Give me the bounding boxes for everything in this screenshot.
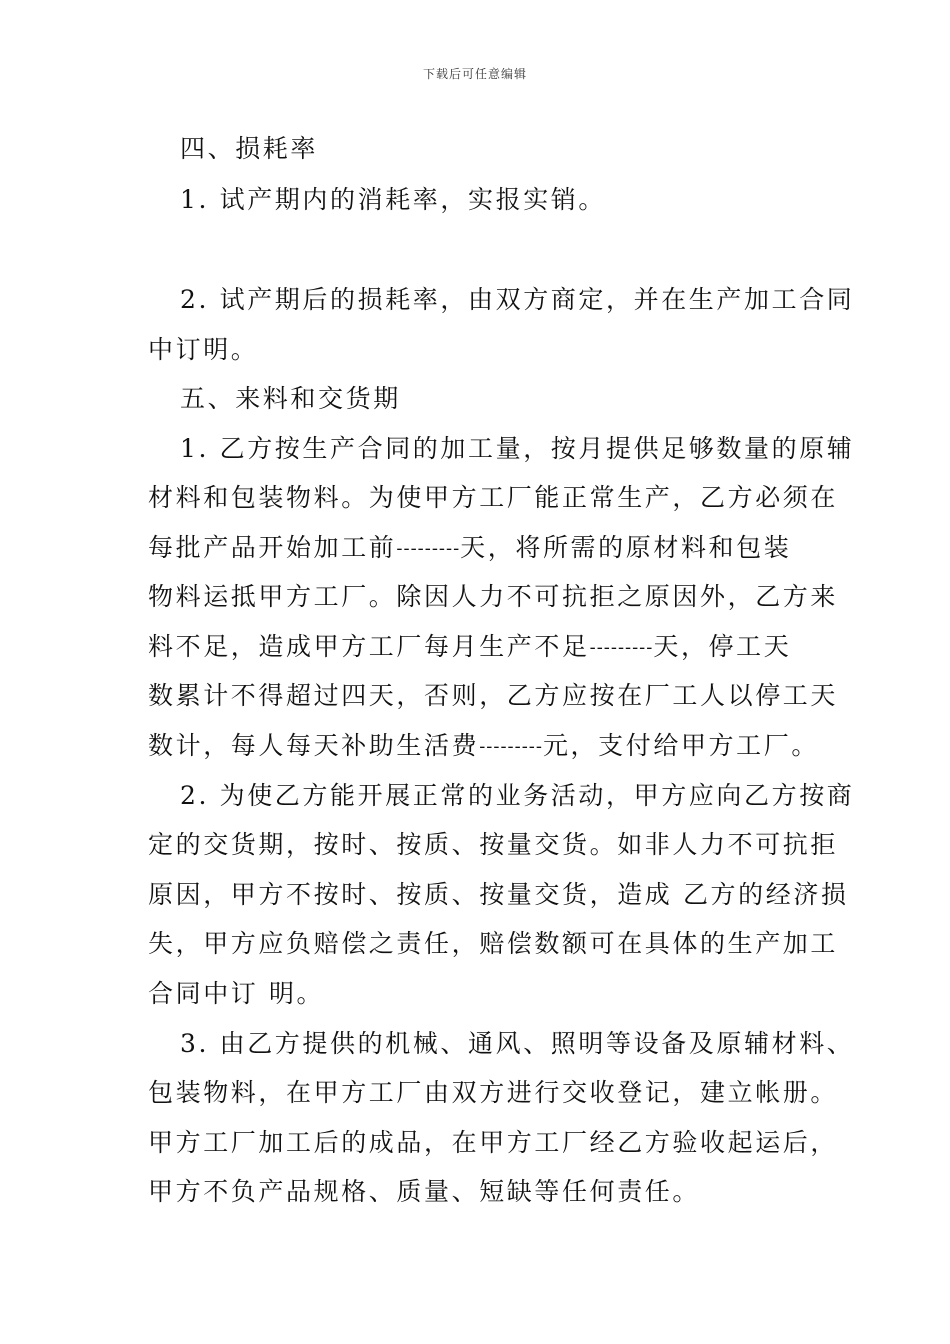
paragraph-line: 失，甲方应负赔偿之责任，赔偿数额可在具体的生产加工 (148, 929, 839, 958)
paragraph-line: 甲方工厂加工后的成品，在甲方工厂经乙方验收起运后， (148, 1128, 839, 1157)
paragraph-line: 中订明。 (148, 335, 259, 364)
paragraph-text: 数计，每人每天补助生活费 (148, 731, 480, 760)
page-header-note: 下载后可任意编辑 (422, 67, 527, 81)
paragraph-line: 1. 乙方按生产合同的加工量，按月提供足够数量的原辅 (180, 434, 855, 463)
paragraph-line: 2. 试产期后的损耗率，由双方商定，并在生产加工合同 (180, 285, 855, 314)
paragraph-line: 物料运抵甲方工厂。除因人力不可抗拒之原因外，乙方来 (148, 582, 839, 611)
paragraph-line: 数累计不得超过四天，否则，乙方应按在厂工人以停工天 (148, 681, 839, 710)
fill-in-blank: --------- (479, 736, 543, 757)
paragraph-text: 元，支付给甲方工厂。 (542, 731, 819, 760)
paragraph-line: 包装物料，在甲方工厂由双方进行交收登记，建立帐册。 (148, 1078, 839, 1107)
paragraph-line: 材料和包装物料。为使甲方工厂能正常生产，乙方必须在 (148, 483, 839, 512)
paragraph-line: 3. 由乙方提供的机械、通风、照明等设备及原辅材料、 (180, 1029, 855, 1058)
paragraph-line: 2. 为使乙方能开展正常的业务活动，甲方应向乙方按商 (180, 781, 855, 810)
paragraph-line (148, 630, 808, 665)
section-heading-materials-delivery: 五、来料和交货期 (180, 384, 401, 413)
fill-in-blank: --------- (396, 538, 461, 559)
paragraph-text: 每批产品开始加工前 (148, 533, 397, 562)
paragraph-text: 天，将所需的原材料和包装 (460, 533, 792, 562)
paragraph-text: 天，停工天 (653, 632, 792, 661)
fill-in-blank: --------- (589, 637, 654, 658)
paragraph-line (148, 531, 808, 566)
paragraph-line: 合同中订 明。 (148, 979, 325, 1008)
paragraph-line: 1. 试产期内的消耗率，实报实销。 (180, 185, 607, 214)
section-heading-loss-rate: 四、损耗率 (180, 134, 319, 163)
paragraph-line: 原因，甲方不按时、按质、按量交货，造成 乙方的经济损 (148, 880, 849, 909)
paragraph-line: 定的交货期，按时、按质、按量交货。如非人力不可抗拒 (148, 830, 839, 859)
paragraph-line: 甲方不负产品规格、质量、短缺等任何责任。 (148, 1177, 701, 1206)
paragraph-line (148, 729, 819, 764)
paragraph-text: 料不足，造成甲方工厂每月生产不足 (148, 632, 590, 661)
